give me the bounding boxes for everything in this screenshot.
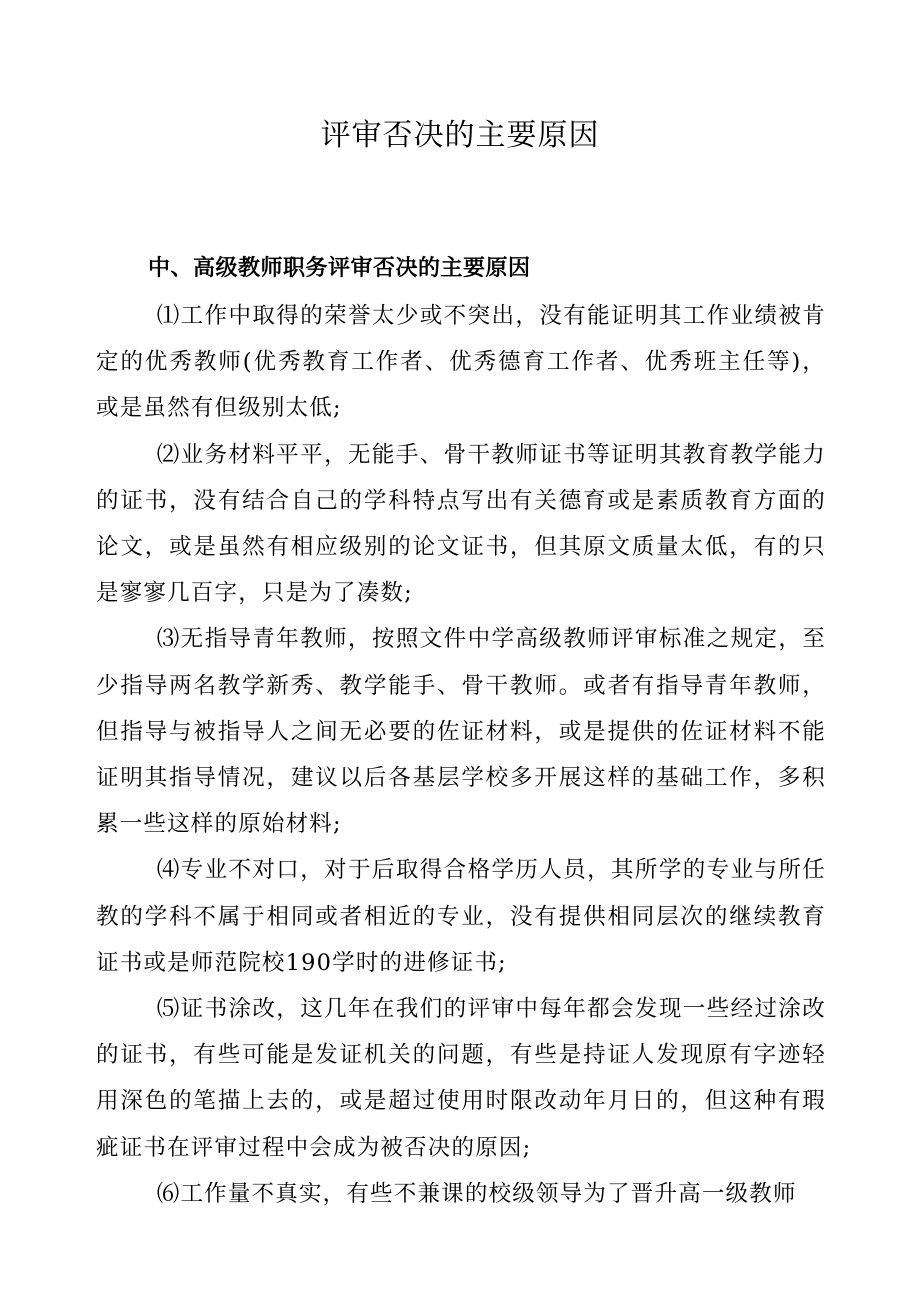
page-title: 评审否决的主要原因: [320, 118, 600, 153]
paragraph-4: ⑷专业不对口，对于后取得合格学历人员，其所学的专业与所任教的学科不属于相同或者相近的专业，没有提供相同层次的继续教育证书或是师范院校190学时的进修证书;: [96, 857, 826, 976]
body-text: [96, 293, 826, 1217]
section-heading: 中、高级教师职务评审否决的主要原因: [148, 256, 531, 281]
paragraph-5: ⑸证书涂改，这几年在我们的评审中每年都会发现一些经过涂改的证书，有些可能是发证机关的问题，有些是持证人发现原有字迹轻用深色的笔描上去的，或是超过使用时限改动年月日的，但这种有瑕疵证书在评审过程中会成为被否决的原因;: [96, 996, 826, 1161]
paragraph-3: ⑶无指导青年教师，按照文件中学高级教师评审标准之规定，至少指导两名教学新秀、教学能手、骨干教师。或者有指导青年教师，但指导与被指导人之间无必要的佐证材料，或是提供的佐证材料不能证明其指导情况，建议以后各基层学校多开展这样的基础工作，多积累一些这样的原始材料;: [96, 626, 826, 838]
paragraph-6: ⑹工作量不真实，有些不兼课的校级领导为了晋升高一级教师: [156, 1180, 797, 1207]
paragraph-2: ⑵业务材料平平，无能手、骨干教师证书等证明其教育教学能力的证书，没有结合自己的学科特点写出有关德育或是素质教育方面的论文，或是虽然有相应级别的论文证书，但其原文质量太低，有的只是寥寥几百字，只是为了凑数;: [96, 441, 826, 607]
paragraph-1: ⑴工作中取得的荣誉太少或不突出，没有能证明其工作业绩被肯定的优秀教师(优秀教育工作者、优秀德育工作者、优秀班主任等)，或是虽然有但级别太低;: [96, 303, 826, 422]
